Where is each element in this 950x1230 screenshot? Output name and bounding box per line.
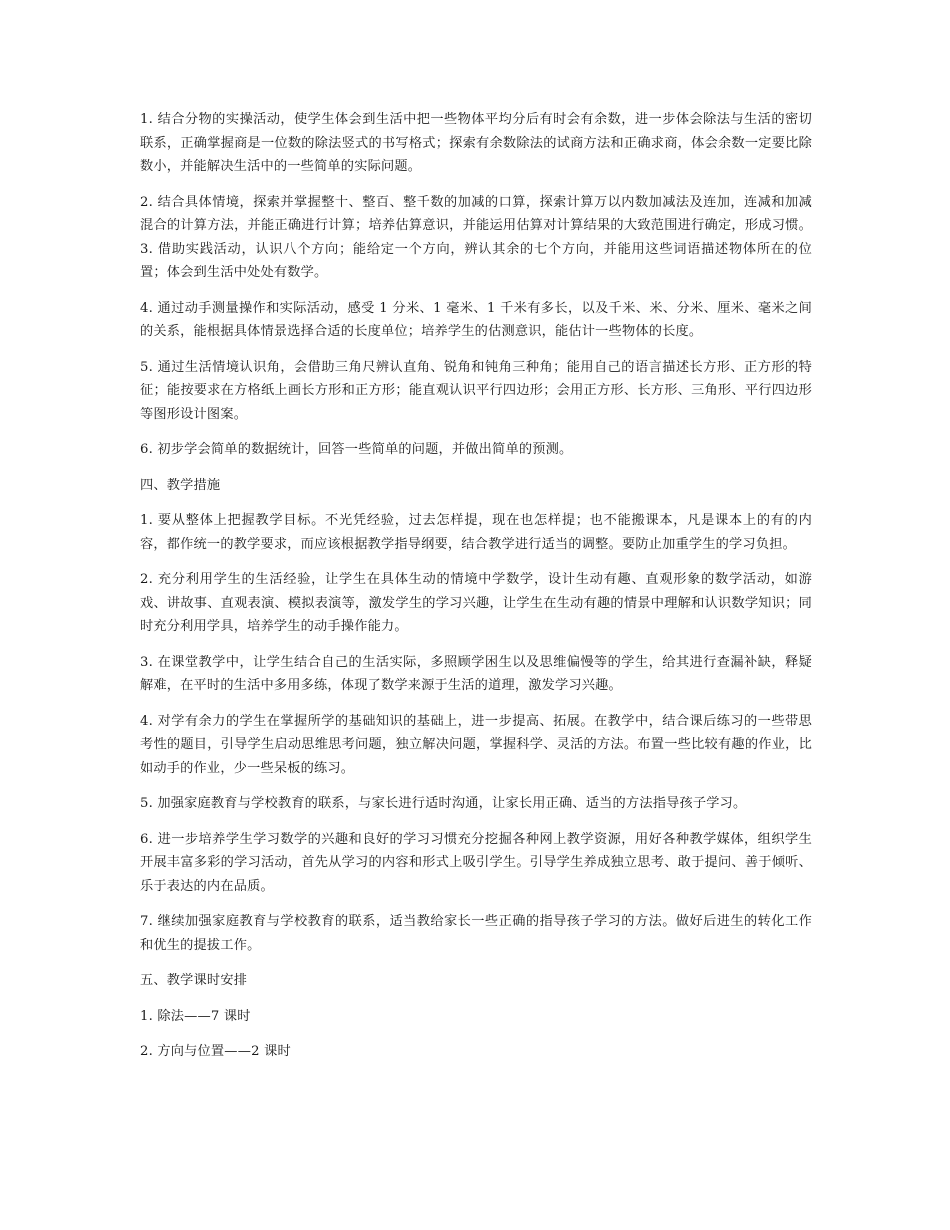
document-body bbox=[140, 108, 812, 1076]
measure-6-paragraph: 6. 进一步培养学生学习数学的兴趣和良好的学习习惯充分挖掘各种网上教学资源，用好各种教学媒体，组织学生开展丰富多彩的学习活动，首先从学习的内容和形式上吸引学生。引导学生养成独立思考、敢于提问、善于倾听、乐于表达的内在品质。 bbox=[140, 831, 812, 894]
objective-6-paragraph: 6. 初步学会简单的数据统计，回答一些简单的问题，并做出简单的预测。 bbox=[140, 442, 573, 457]
measure-1-paragraph: 1. 要从整体上把握教学目标。不光凭经验，过去怎样提，现在也怎样提；也不能搬课本，凡是课本上的有的内容，都作统一的教学要求，而应该根据教学指导纲要，结合教学进行适当的调整。要防止加重学生的学习负担。 bbox=[140, 513, 812, 552]
measure-3-paragraph: 3. 在课堂教学中，让学生结合自己的生活实际，多照顾学困生以及思维偏慢等的学生，给其进行查漏补缺，释疑解难，在平时的生活中多用多练，体现了数学来源于生活的道理，激发学习兴趣。 bbox=[140, 654, 812, 693]
schedule-item-1: 1. 除法——7 课时 bbox=[140, 1008, 251, 1024]
section-heading-schedule: 五、教学课时安排 bbox=[140, 973, 248, 988]
measure-5-paragraph: 5. 加强家庭教育与学校教育的联系，与家长进行适时沟通，让家长用正确、适当的方法指导孩子学习。 bbox=[140, 796, 747, 811]
objective-4-paragraph: 4. 通过动手测量操作和实际活动，感受 1 分米、1 毫米、1 千米有多长，以及千米、米、分米、厘米、毫米之间的关系，能根据具体情景选择合适的长度单位；培养学生的估测意识，能估计一些物体的长度。 bbox=[140, 300, 812, 339]
measure-7-paragraph: 7. 继续加强家庭教育与学校教育的联系，适当教给家长一些正确的指导孩子学习的方法。做好后进生的转化工作和优生的提拔工作。 bbox=[140, 914, 812, 953]
measure-4-paragraph: 4. 对学有余力的学生在掌握所学的基础知识的基础上，进一步提高、拓展。在教学中，结合课后练习的一些带思考性的题目，引导学生启动思维思考问题，独立解决问题，掌握科学、灵活的方法。布置一些比较有趣的作业，比如动手的作业，少一些呆板的练习。 bbox=[140, 713, 812, 776]
objective-1-paragraph: 1. 结合分物的实操活动，使学生体会到生活中把一些物体平均分后有时会有余数，进一步体会除法与生活的密切联系，正确掌握商是一位数的除法竖式的书写格式；探索有余数除法的试商方法和正确求商，体会余数一定要比除数小，并能解决生活中的一些简单的实际问题。 bbox=[140, 112, 812, 174]
objective-5-paragraph: 5. 通过生活情境认识角，会借助三角尺辨认直角、锐角和钝角三种角；能用自己的语言描述长方形、正方形的特征；能按要求在方格纸上画长方形和正方形；能直观认识平行四边形；会用正方形、长方形、三角形、平行四边形等图形设计图案。 bbox=[140, 359, 812, 422]
objective-2-3-paragraph: 2. 结合具体情境，探索并掌握整十、整百、整千数的加减的口算，探索计算万以内数加减法及连加，连减和加减混合的计算方法，并能正确进行计算；培养估算意识，并能运用估算对计算结果的大致范围进行确定，形成习惯。 3. 借助实践活动，认识八个方向；能给定一个方向，辨认其余的七个方向，并能用这些词语描述物体所在的位置；体会到生活中处处有数学。 bbox=[140, 194, 812, 280]
section-heading-measures: 四、教学措施 bbox=[140, 477, 221, 493]
measure-2-paragraph: 2. 充分利用学生的生活经验，让学生在具体生动的情境中学数学，设计生动有趣、直观形象的数学活动，如游戏、讲故事、直观表演、模拟表演等，激发学生的学习兴趣，让学生在生动有趣的情景中理解和认识数学知识；同时充分利用学具，培养学生的动手操作能力。 bbox=[140, 572, 812, 634]
schedule-item-2: 2. 方向与位置——2 课时 bbox=[140, 1044, 291, 1059]
